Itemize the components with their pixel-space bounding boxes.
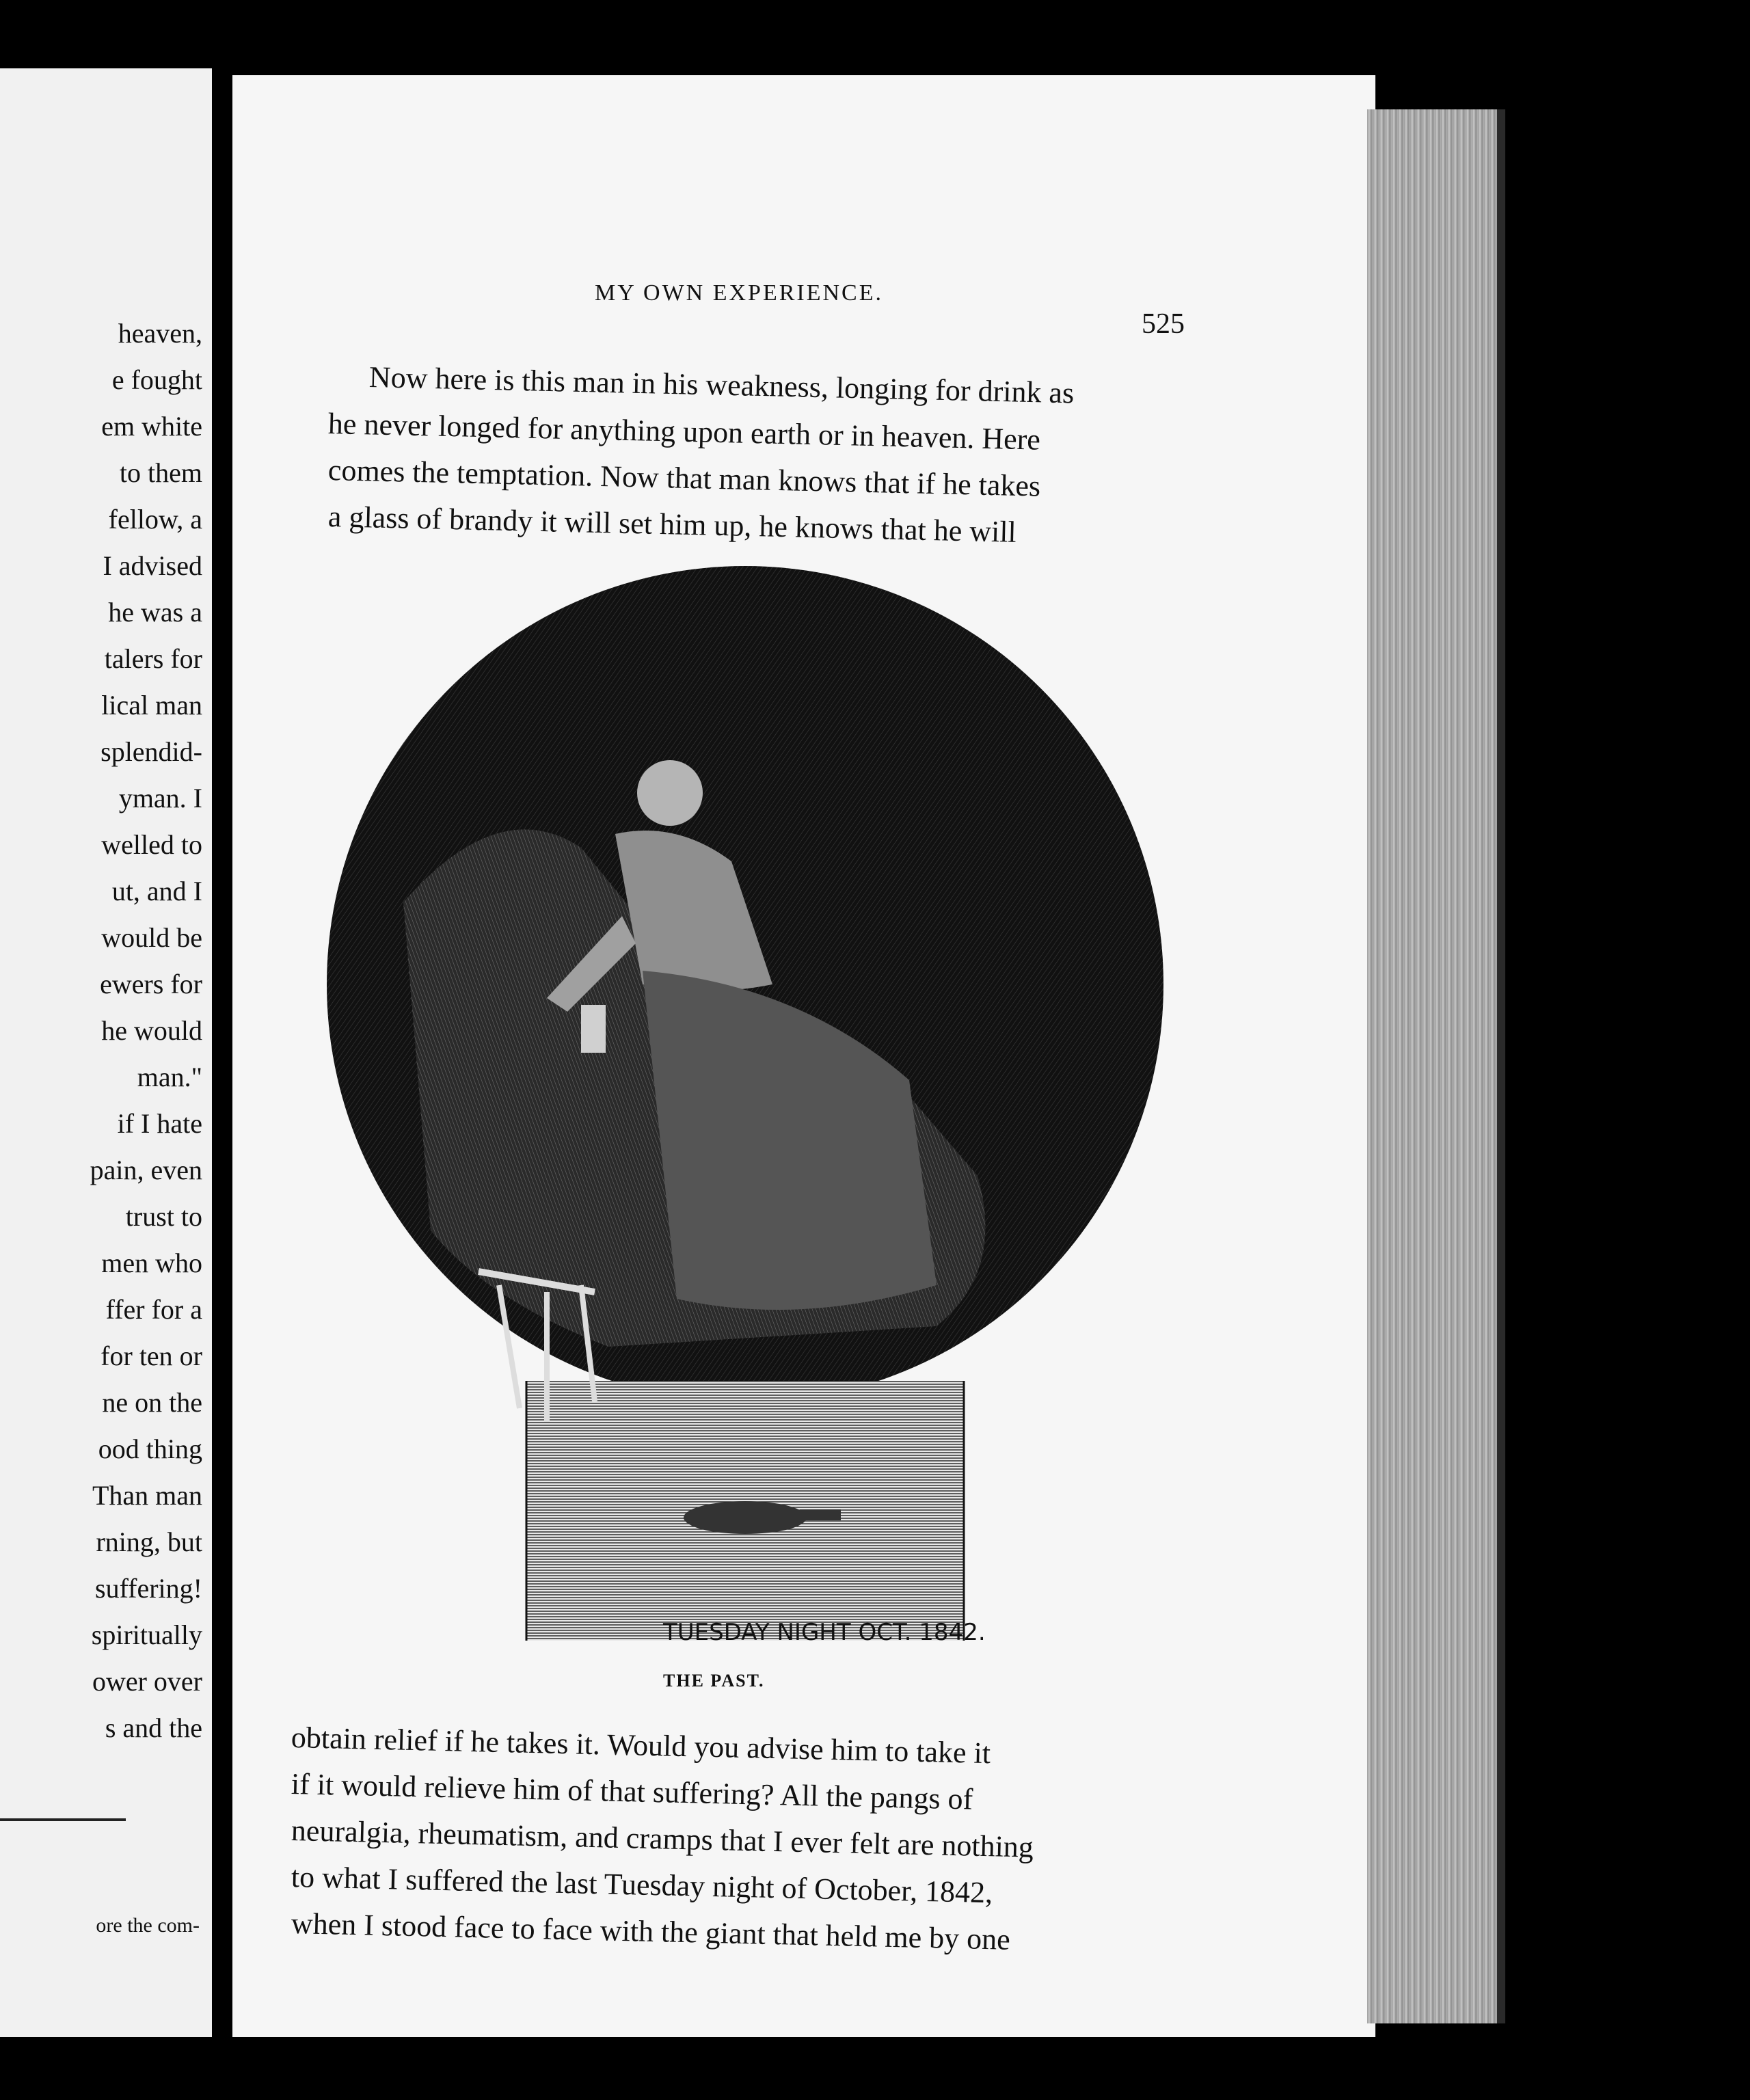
- body-text-line: comes the temptation. Now that man knows that if he takes: [327, 453, 1041, 503]
- left-page-line: trust to: [125, 1201, 202, 1232]
- book-cover-edge: [1497, 109, 1505, 2023]
- left-page-line: men who: [101, 1248, 202, 1278]
- left-page-line: to them: [119, 457, 202, 488]
- left-page-line: ower over: [92, 1666, 202, 1697]
- left-page-line: man.": [137, 1062, 202, 1092]
- left-page-line: if I hate: [117, 1108, 202, 1139]
- left-page-line: rning, but: [96, 1526, 202, 1557]
- left-page-line: he was a: [108, 597, 202, 628]
- left-page-line: pain, even: [90, 1155, 202, 1185]
- left-page-line: em white: [101, 411, 202, 442]
- left-page-line: would be: [101, 922, 202, 953]
- left-page: [0, 68, 212, 2037]
- right-page: [232, 75, 1375, 2037]
- book-gutter: [212, 55, 232, 2037]
- body-text-line: to what I suffered the last Tuesday night of October, 1842,: [291, 1860, 993, 1910]
- left-page-line: spiritually: [91, 1619, 202, 1650]
- left-page-line: ood thing: [98, 1433, 202, 1464]
- left-page-line: e fought: [111, 364, 202, 395]
- left-page-line: ut, and I: [111, 876, 202, 906]
- left-page-line: yman. I: [118, 783, 202, 813]
- left-page-line: s and the: [105, 1712, 202, 1743]
- left-page-line: I advised: [103, 550, 202, 581]
- body-text-line: obtain relief if he takes it. Would you advise him to take it: [291, 1721, 991, 1771]
- glass: [581, 1005, 606, 1053]
- body-text-line: neuralgia, rheumatism, and cramps that I ever felt are nothing: [291, 1814, 1034, 1864]
- body-text-line: he never longed for anything upon earth or in heaven. Here: [327, 407, 1041, 457]
- left-page-line: welled to: [101, 829, 202, 860]
- running-title: MY OWN EXPERIENCE.: [595, 280, 883, 306]
- left-page-line: Than man: [92, 1480, 202, 1511]
- left-page-line: splendid-: [100, 736, 202, 767]
- left-page-line: ffer for a: [105, 1294, 202, 1325]
- body-text-line: a glass of brandy it will set him up, he knows that he will: [327, 500, 1017, 549]
- left-page-line: suffering!: [95, 1573, 202, 1604]
- footnote-rule: [0, 1818, 126, 1821]
- left-page-line: lical man: [101, 690, 202, 721]
- book-page-edges: [1367, 109, 1497, 2023]
- left-page-line: fellow, a: [108, 504, 202, 535]
- body-text-line: when I stood face to face with the giant that held me by one: [291, 1907, 1011, 1956]
- engraving-inscription: TUESDAY NIGHT OCT. 1842.: [663, 1619, 986, 1646]
- left-page-line: talers for: [104, 643, 202, 674]
- left-page-line: he would: [101, 1015, 202, 1046]
- left-page-line: heaven,: [118, 318, 202, 349]
- left-page-line: ewers for: [100, 969, 202, 999]
- left-page-line: for ten or: [100, 1341, 202, 1371]
- left-page-footnote: ore the com-: [96, 1914, 200, 1937]
- page-number: 525: [1142, 308, 1185, 340]
- engraving-illustration: [321, 561, 1210, 1688]
- man-head: [637, 760, 703, 826]
- figure-caption: THE PAST.: [663, 1671, 765, 1691]
- body-text-line: Now here is this man in his weakness, longing for drink as: [368, 360, 1075, 410]
- body-text-line: if it would relieve him of that suffering? All the pangs of: [291, 1767, 973, 1816]
- left-page-line: ne on the: [102, 1387, 202, 1418]
